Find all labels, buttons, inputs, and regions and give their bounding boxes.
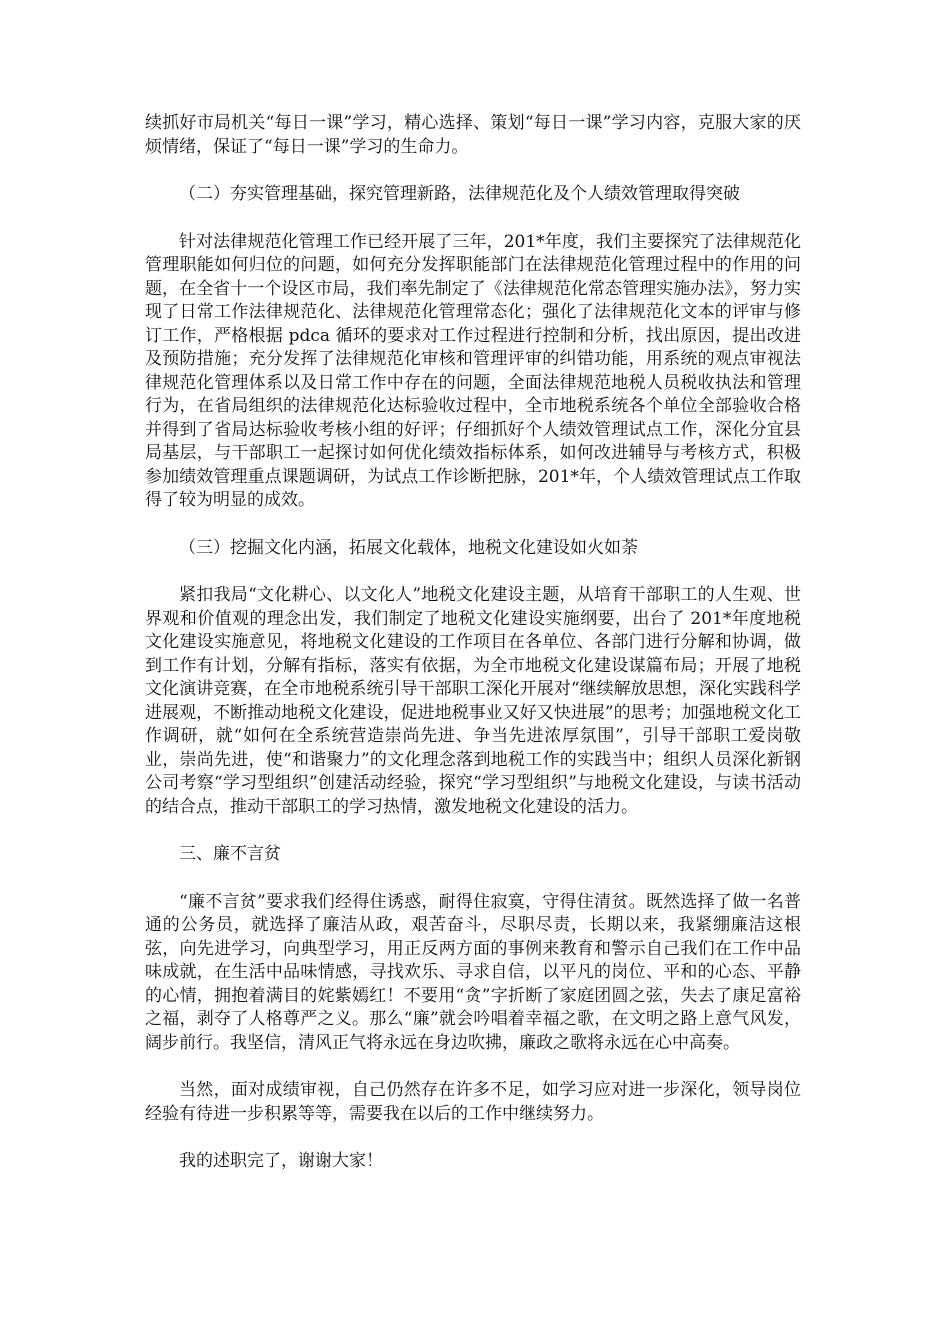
paragraph-shortcomings: 当然，面对成绩审视，自己仍然存在许多不足，如学习应对进一步深化，领导岗位经验有待进一步积累等等，需要我在以后的工作中继续努力。 <box>145 1080 801 1124</box>
document-body <box>145 112 801 1198</box>
paragraph-continuation: 续抓好市局机关“每日一课”学习，精心选择、策划“每日一课”学习内容，克服大家的厌烦情绪，保证了“每日一课”学习的生命力。 <box>145 113 801 157</box>
section-heading-three: （三）挖掘文化内涵，拓展文化载体，地税文化建设如火如荼 <box>179 537 638 558</box>
paragraph-culture-building: 紧扣我局“文化耕心、以文化人”地税文化建设主题，从培育干部职工的人生观、世界观和价值观的理念出发，我们制定了地税文化建设实施纲要，出台了 201*年度地税文化建设实施意见，将地税文化建设的工作项目在各单位、各部门进行分解和协调，做到工作有计划，分解有指标，落实有依据，为全市地税文化建设谋篇布局；开展了地税文化演讲竞赛，在全市地税系统引导干部职工深化开展对“继续解放思想，深化实践科学进展观，不断推动地税文化建设，促进地税事业又好又快进展”的思考；加强地税文化工作调研，就“如何在全系统营造崇尚先进、争当先进浓厚氛围”，引导干部职工爱岗敬业，崇尚先进，使“和谐聚力”的文化理念落到地税工作的实践当中；组织人员深化新钢公司考察“学习型组织”创建活动经验，探究“学习型组织”与地税文化建设，与读书活动的结合点，推动干部职工的学习热情，激发地税文化建设的活力。 <box>145 585 801 817</box>
section-heading-integrity: 三、廉不言贫 <box>179 844 281 864</box>
paragraph-closing: 我的述职完了，谢谢大家！ <box>179 1151 383 1171</box>
paragraph-legal-standardization: 针对法律规范化管理工作已经开展了三年，201*年度，我们主要探究了法律规范化管理职能如何归位的问题，如何充分发挥职能部门在法律规范化管理过程中的作用的问题，在全省十一个设区市局，我们率先制定了《法律规范化常态管理实施办法》，努力实现了日常工作法律规范化、法律规范化管理常态化；强化了法律规范化文本的评审与修订工作，严格根据 pdca 循环的要求对工作过程进行控制和分析，找出原因，提出改进及预防措施；充分发挥了法律规范化审核和管理评审的纠错功能，用系统的观点审视法律规范化管理体系以及日常工作中存在的问题，全面法律规范地税人员税收执法和管理行为，在省局组织的法律规范化达标验收过程中，全市地税系统各个单位全部验收合格并得到了省局达标验收考核小组的好评；仔细抓好个人绩效管理试点工作，深化分宜县局基层，与干部职工一起探讨如何优化绩效指标体系，如何改进辅导与考核方式，积极参加绩效管理重点课题调研，为试点工作诊断把脉，201*年，个人绩效管理试点工作取得了较为明显的成效。 <box>145 231 801 510</box>
paragraph-integrity: “廉不言贫”要求我们经得住诱惑，耐得住寂寞，守得住清贫。既然选择了做一名普通的公务员，就选择了廉洁从政，艰苦奋斗，尽职尽责，长期以来，我紧绷廉洁这根弦，向先进学习，向典型学习，用正反两方面的事例来教育和警示自己我们在工作中品味成就，在生活中品味情感，寻找欢乐、寻求自信，以平凡的岗位、平和的心态、平静的心情，拥抱着满目的姹紫嫣红！不要用“贪”字折断了家庭团圆之弦，失去了康足富裕之福，剥夺了人格尊严之义。那么“廉”就会吟唱着幸福之歌，在文明之路上意气风发，阔步前行。我坚信，清风正气将永远在身边吹拂，廉政之歌将永远在心中高奏。 <box>145 891 801 1053</box>
section-heading-two: （二）夯实管理基础，探究管理新路，法律规范化及个人绩效管理取得突破 <box>179 184 740 204</box>
